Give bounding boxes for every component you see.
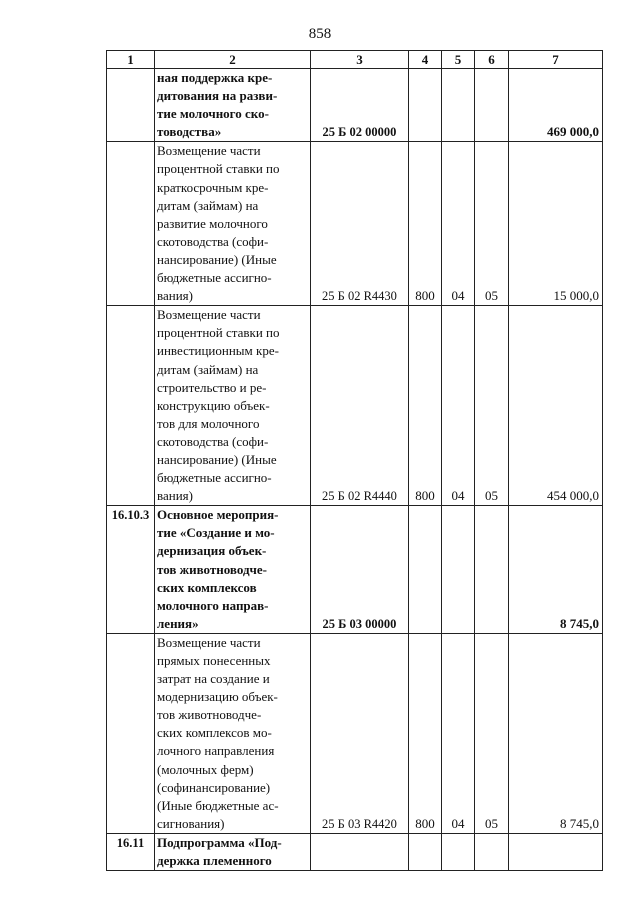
row-code: 25 Б 02 R4430 xyxy=(311,142,409,306)
row-rz: 04 xyxy=(442,306,475,506)
row-name-line: (софинансирование) xyxy=(157,779,271,795)
row-pr xyxy=(475,506,509,634)
table-body xyxy=(107,69,603,871)
row-name-line: Подпрограмма «Под- xyxy=(157,834,282,850)
row-pr: 05 xyxy=(475,142,509,306)
row-name-line: ная поддержка кре- xyxy=(157,70,273,85)
row-code: 25 Б 02 00000 xyxy=(311,69,409,142)
row-name-line: Возмещение части xyxy=(157,634,261,650)
row-name-line: краткосрочным кре- xyxy=(157,179,269,195)
row-amount: 469 000,0 xyxy=(509,69,603,142)
row-name-line: нансирование) (Иные xyxy=(157,251,277,267)
row-name-line: тие «Создание и мо- xyxy=(157,525,275,541)
row-name-line: держка племенного xyxy=(157,853,272,869)
row-name-line: процентной ставки по xyxy=(157,161,280,177)
table-row xyxy=(107,833,603,870)
row-vr xyxy=(409,833,442,870)
row-vr xyxy=(409,69,442,142)
row-name-line: конструкцию объек- xyxy=(157,397,270,413)
row-name-line: тов для молочного xyxy=(157,415,260,431)
row-amount: 454 000,0 xyxy=(509,306,603,506)
header-col-2: 2 xyxy=(155,51,311,69)
row-number xyxy=(107,142,155,306)
row-pr xyxy=(475,833,509,870)
row-name-line: строительство и ре- xyxy=(157,379,267,395)
row-number xyxy=(107,69,155,142)
page-number: 858 xyxy=(308,26,332,42)
row-name-line: сигнования) xyxy=(157,815,225,831)
row-name-line: Основное мероприя- xyxy=(157,507,279,523)
row-name-line: лочного направления xyxy=(157,743,275,759)
row-name-line: товодства» xyxy=(157,124,222,140)
table-row xyxy=(107,506,603,634)
row-name xyxy=(155,833,311,870)
table-header xyxy=(107,51,603,69)
row-name-line: затрат на создание и xyxy=(157,671,270,687)
row-pr: 05 xyxy=(475,633,509,833)
row-name-line: ления» xyxy=(157,615,199,631)
header-row xyxy=(107,51,603,69)
row-vr: 800 xyxy=(409,306,442,506)
row-name-line: дитам (займам) на xyxy=(157,197,259,213)
row-amount: 15 000,0 xyxy=(509,142,603,306)
row-vr xyxy=(409,506,442,634)
row-rz xyxy=(442,833,475,870)
row-name xyxy=(155,69,311,142)
row-vr: 800 xyxy=(409,142,442,306)
row-name xyxy=(155,306,311,506)
row-rz: 04 xyxy=(442,142,475,306)
row-vr: 800 xyxy=(409,633,442,833)
row-name-line: молочного направ- xyxy=(157,597,269,613)
row-name-line: дитам (займам) на xyxy=(157,361,259,377)
row-code: 25 Б 03 00000 xyxy=(311,506,409,634)
row-name-line: развитие молочного xyxy=(157,215,268,231)
row-name-line: процентной ставки по xyxy=(157,325,280,341)
row-code xyxy=(311,833,409,870)
row-name xyxy=(155,142,311,306)
row-name-line: вания) xyxy=(157,488,193,504)
row-name xyxy=(155,506,311,634)
row-pr xyxy=(475,69,509,142)
header-col-6: 6 xyxy=(475,51,509,69)
header-col-5: 5 xyxy=(442,51,475,69)
row-name-line: бюджетные ассигно- xyxy=(157,470,272,486)
row-pr: 05 xyxy=(475,306,509,506)
row-name-line: скотоводства (софи- xyxy=(157,233,269,249)
row-name-line: нансирование) (Иные xyxy=(157,451,277,467)
row-name-line: тов животноводче- xyxy=(157,707,262,723)
header-col-3: 3 xyxy=(311,51,409,69)
table-row xyxy=(107,69,603,142)
row-name-line: Возмещение части xyxy=(157,143,261,159)
table-row xyxy=(107,142,603,306)
row-name xyxy=(155,633,311,833)
row-name-line: (Иные бюджетные ас- xyxy=(157,797,279,813)
row-name-line: тие молочного ско- xyxy=(157,106,269,122)
row-rz: 04 xyxy=(442,633,475,833)
row-name-line: ских комплексов xyxy=(157,579,257,595)
row-amount: 8 745,0 xyxy=(509,633,603,833)
row-code: 25 Б 02 R4440 xyxy=(311,306,409,506)
row-name-line: модернизацию объек- xyxy=(157,689,278,705)
row-number: 16.11 xyxy=(107,833,155,870)
row-rz xyxy=(442,506,475,634)
row-number xyxy=(107,306,155,506)
row-number xyxy=(107,633,155,833)
table-row xyxy=(107,306,603,506)
row-name-line: (молочных ферм) xyxy=(157,761,254,777)
row-name-line: тов животноводче- xyxy=(157,561,267,577)
row-name-line: прямых понесенных xyxy=(157,653,271,668)
header-col-1: 1 xyxy=(107,51,155,69)
row-name-line: бюджетные ассигно- xyxy=(157,270,272,286)
row-amount xyxy=(509,833,603,870)
row-name-line: инвестиционным кре- xyxy=(157,343,279,359)
row-amount: 8 745,0 xyxy=(509,506,603,634)
header-col-7: 7 xyxy=(509,51,603,69)
table-row xyxy=(107,633,603,833)
header-col-4: 4 xyxy=(409,51,442,69)
row-name-line: дернизация объек- xyxy=(157,543,267,559)
row-name-line: вания) xyxy=(157,288,193,304)
row-name-line: ских комплексов мо- xyxy=(157,725,272,741)
row-number: 16.10.3 xyxy=(107,506,155,634)
row-name-line: дитования на разви- xyxy=(157,88,278,104)
row-name-line: Возмещение части xyxy=(157,307,261,323)
budget-table xyxy=(106,50,603,871)
row-name-line: скотоводства (софи- xyxy=(157,433,269,449)
row-code: 25 Б 03 R4420 xyxy=(311,633,409,833)
row-rz xyxy=(442,69,475,142)
